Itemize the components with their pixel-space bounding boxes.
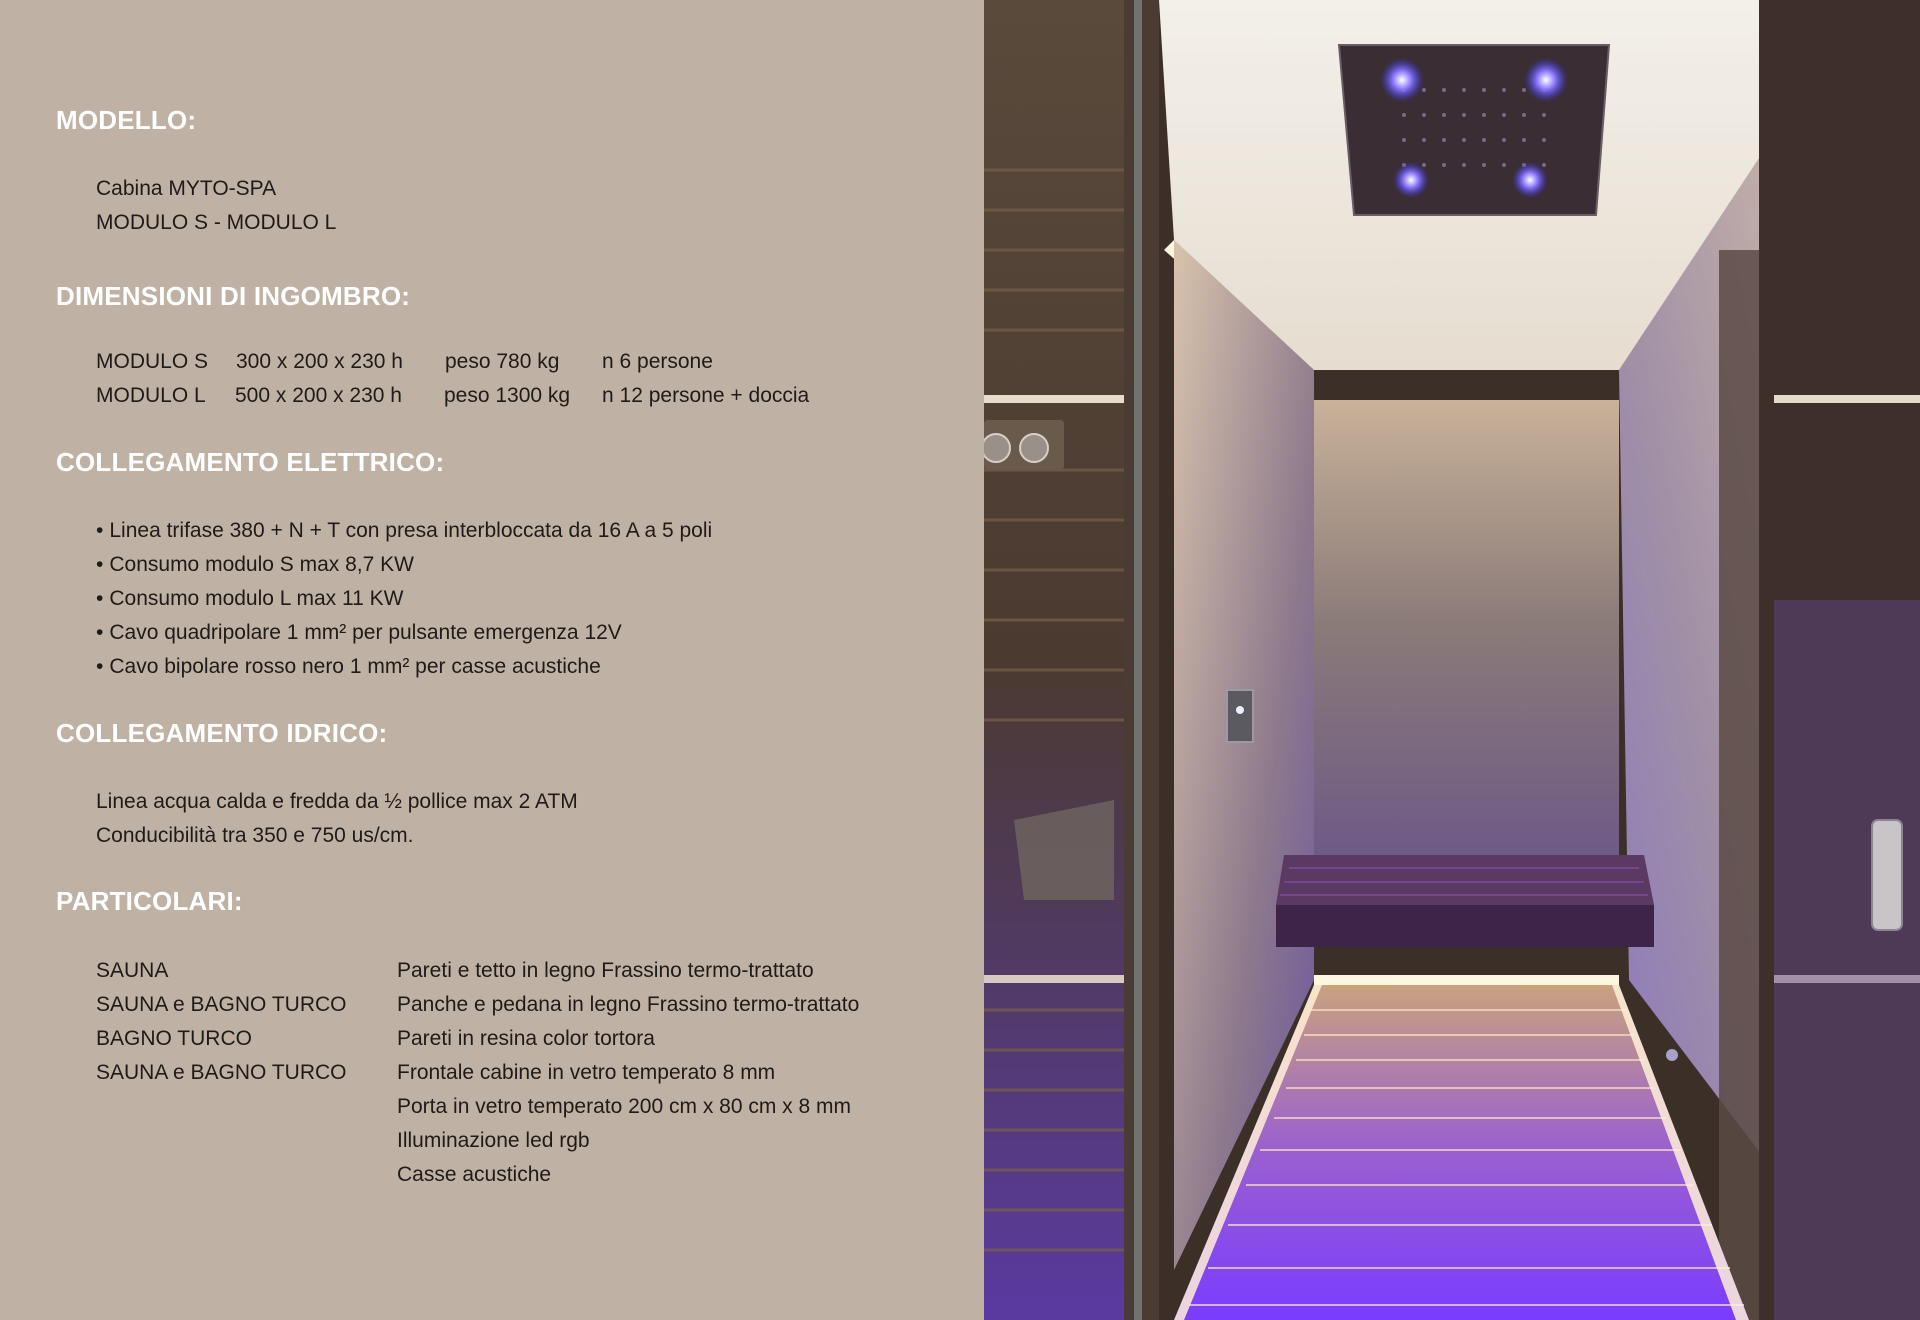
particolari-label: SAUNA — [96, 959, 169, 982]
particolari-label: BAGNO TURCO — [96, 1027, 252, 1050]
particolari-label: SAUNA e BAGNO TURCO — [96, 993, 347, 1016]
dimension-persons: n 12 persone + doccia — [602, 384, 810, 407]
dimension-name: MODULO S — [96, 350, 209, 373]
list-item: • Consumo modulo L max 11 KW — [96, 582, 712, 616]
dimension-row-s — [96, 345, 713, 379]
dimension-persons: n 6 persone — [602, 350, 713, 373]
heading-elettrico: COLLEGAMENTO ELETTRICO: — [56, 447, 445, 477]
particolari-value: Panche e pedana in legno Frassino termo-trattato — [397, 993, 860, 1016]
particolari-value: Casse acustiche — [397, 1163, 552, 1186]
dimension-name: MODULO L — [96, 384, 206, 407]
particolari-label: SAUNA e BAGNO TURCO — [96, 1061, 347, 1084]
sauna-photo — [984, 0, 1920, 1320]
heading-idrico: COLLEGAMENTO IDRICO: — [56, 718, 388, 748]
sauna-cabin-illustration — [984, 0, 1920, 1320]
heading-modello: MODELLO: — [56, 105, 197, 135]
idrico-line-2: Conducibilità tra 350 e 750 us/cm. — [96, 824, 414, 847]
list-item: • Consumo modulo S max 8,7 KW — [96, 548, 712, 582]
idrico-line-1: Linea acqua calda e fredda da ½ pollice max 2 ATM — [96, 790, 578, 813]
dimension-weight: peso 780 kg — [445, 350, 560, 373]
heading-particolari: PARTICOLARI: — [56, 886, 243, 916]
particolari-value: Pareti in resina color tortora — [397, 1027, 655, 1050]
heading-dimensioni: DIMENSIONI DI INGOMBRO: — [56, 281, 411, 311]
particolari-value: Porta in vetro temperato 200 cm x 80 cm x 8 mm — [397, 1095, 852, 1118]
dimension-size: 500 x 200 x 230 h — [235, 384, 402, 407]
particolari-labels — [96, 954, 347, 1090]
list-item: • Linea trifase 380 + N + T con presa interbloccata da 16 A a 5 poli — [96, 514, 712, 548]
modello-line-2: MODULO S - MODULO L — [96, 211, 337, 234]
particolari-value: Pareti e tetto in legno Frassino termo-trattato — [397, 959, 814, 982]
particolari-values — [397, 954, 859, 1192]
list-item: • Cavo bipolare rosso nero 1 mm² per casse acustiche — [96, 650, 712, 684]
particolari-value: Illuminazione led rgb — [397, 1129, 590, 1152]
dimension-row-l — [96, 379, 809, 413]
dimension-size: 300 x 200 x 230 h — [236, 350, 403, 373]
particolari-value: Frontale cabine in vetro temperato 8 mm — [397, 1061, 776, 1084]
list-item: • Cavo quadripolare 1 mm² per pulsante emergenza 12V — [96, 616, 712, 650]
elettrico-list — [96, 514, 712, 684]
dimension-weight: peso 1300 kg — [444, 384, 571, 407]
modello-line-1: Cabina MYTO-SPA — [96, 177, 277, 200]
